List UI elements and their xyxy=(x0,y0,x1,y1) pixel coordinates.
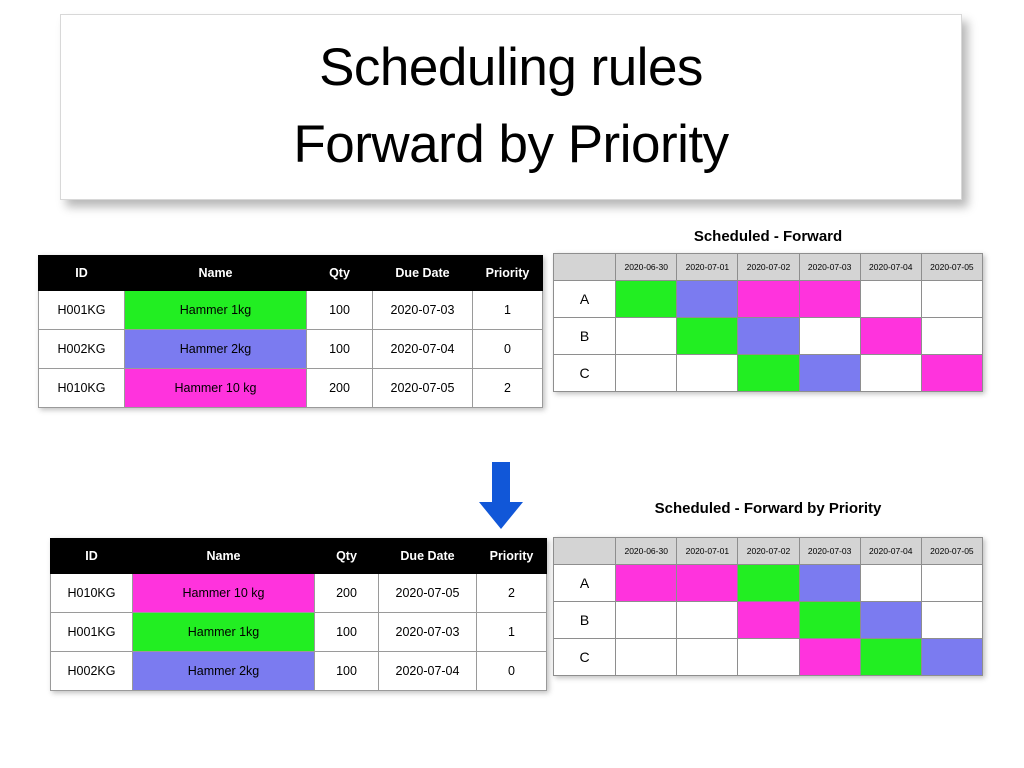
cell-due-date: 2020-07-05 xyxy=(373,369,473,408)
schedule-row xyxy=(554,565,983,602)
cell-id: H010KG xyxy=(39,369,125,408)
schedule-cell-filled xyxy=(677,281,738,318)
cell-qty: 100 xyxy=(315,613,379,652)
schedule-date-header: 2020-07-05 xyxy=(921,538,982,565)
schedule-date-header: 2020-07-04 xyxy=(860,538,921,565)
column-header: Qty xyxy=(315,539,379,574)
cell-name: Hammer 10 kg xyxy=(133,574,315,613)
table-row xyxy=(39,369,543,408)
cell-priority: 1 xyxy=(477,613,547,652)
schedule-bottom-title: Scheduled - Forward by Priority xyxy=(654,500,882,517)
cell-qty: 200 xyxy=(315,574,379,613)
table-row xyxy=(51,652,547,691)
column-header: Priority xyxy=(477,539,547,574)
schedule-row-label: B xyxy=(554,318,616,355)
schedule-date-header: 2020-06-30 xyxy=(616,254,677,281)
schedule-date-header: 2020-07-05 xyxy=(921,254,982,281)
cell-qty: 100 xyxy=(307,330,373,369)
cell-id: H002KG xyxy=(51,652,133,691)
schedule-cell-empty xyxy=(921,602,982,639)
cell-id: H002KG xyxy=(39,330,125,369)
cell-priority: 0 xyxy=(477,652,547,691)
schedule-cell-filled xyxy=(738,602,799,639)
schedule-cell-empty xyxy=(738,639,799,676)
column-header: Due Date xyxy=(373,256,473,291)
column-header: ID xyxy=(39,256,125,291)
schedule-cell-filled xyxy=(921,355,982,392)
cell-priority: 2 xyxy=(477,574,547,613)
cell-name: Hammer 1kg xyxy=(125,291,307,330)
schedule-row xyxy=(554,355,983,392)
cell-priority: 0 xyxy=(473,330,543,369)
schedule-cell-filled xyxy=(860,318,921,355)
cell-due-date: 2020-07-03 xyxy=(373,291,473,330)
cell-due-date: 2020-07-04 xyxy=(379,652,477,691)
schedule-row-label: C xyxy=(554,355,616,392)
schedule-cell-empty xyxy=(921,281,982,318)
schedule-cell-empty xyxy=(616,318,677,355)
schedule-cell-filled xyxy=(799,355,860,392)
cell-name: Hammer 1kg xyxy=(133,613,315,652)
cell-name: Hammer 2kg xyxy=(125,330,307,369)
schedule-cell-empty xyxy=(860,355,921,392)
schedule-cell-filled xyxy=(616,565,677,602)
cell-priority: 1 xyxy=(473,291,543,330)
schedule-date-header: 2020-07-01 xyxy=(677,254,738,281)
schedule-date-header: 2020-07-04 xyxy=(860,254,921,281)
schedule-cell-filled xyxy=(860,639,921,676)
schedule-date-header: 2020-07-02 xyxy=(738,538,799,565)
column-header: Name xyxy=(133,539,315,574)
schedule-row xyxy=(554,281,983,318)
down-arrow-icon xyxy=(478,462,524,530)
table-header-row xyxy=(51,539,547,574)
schedule-cell-empty xyxy=(860,565,921,602)
schedule-cell-empty xyxy=(616,639,677,676)
column-header: Due Date xyxy=(379,539,477,574)
schedule-cell-filled xyxy=(738,281,799,318)
table-body xyxy=(51,574,547,691)
cell-priority: 2 xyxy=(473,369,543,408)
column-header: Name xyxy=(125,256,307,291)
schedule-row xyxy=(554,318,983,355)
schedule-cell-empty xyxy=(677,639,738,676)
cell-name: Hammer 10 kg xyxy=(125,369,307,408)
page-title-line-1: Scheduling rules xyxy=(319,38,703,98)
schedule-cell-filled xyxy=(738,565,799,602)
cell-qty: 100 xyxy=(307,291,373,330)
schedule-cell-filled xyxy=(738,355,799,392)
cell-due-date: 2020-07-05 xyxy=(379,574,477,613)
schedule-cell-empty xyxy=(616,355,677,392)
schedule-cell-empty xyxy=(616,602,677,639)
job-table-sorted-by-priority xyxy=(50,538,547,691)
schedule-date-header: 2020-07-02 xyxy=(738,254,799,281)
cell-id: H001KG xyxy=(39,291,125,330)
schedule-cell-empty xyxy=(677,602,738,639)
cell-qty: 100 xyxy=(315,652,379,691)
cell-name: Hammer 2kg xyxy=(133,652,315,691)
table-row xyxy=(39,291,543,330)
schedule-corner-cell xyxy=(554,538,616,565)
schedule-cell-filled xyxy=(860,602,921,639)
table-header-row xyxy=(39,256,543,291)
cell-due-date: 2020-07-03 xyxy=(379,613,477,652)
schedule-cell-empty xyxy=(860,281,921,318)
cell-id: H010KG xyxy=(51,574,133,613)
schedule-date-header: 2020-07-03 xyxy=(799,538,860,565)
schedule-date-header: 2020-07-01 xyxy=(677,538,738,565)
table-row xyxy=(51,574,547,613)
schedule-body xyxy=(554,281,983,392)
schedule-row xyxy=(554,602,983,639)
job-table-unsorted xyxy=(38,255,543,408)
title-card xyxy=(60,14,962,200)
page-title-line-2: Forward by Priority xyxy=(293,115,729,174)
schedule-cell-filled xyxy=(799,565,860,602)
cell-qty: 200 xyxy=(307,369,373,408)
schedule-row-label: B xyxy=(554,602,616,639)
schedule-cell-filled xyxy=(921,639,982,676)
schedule-cell-filled xyxy=(799,639,860,676)
schedule-cell-filled xyxy=(677,565,738,602)
schedule-cell-empty xyxy=(677,355,738,392)
schedule-header-row xyxy=(554,254,983,281)
column-header: Qty xyxy=(307,256,373,291)
cell-due-date: 2020-07-04 xyxy=(373,330,473,369)
schedule-row-label: A xyxy=(554,565,616,602)
schedule-row xyxy=(554,639,983,676)
schedule-row-label: C xyxy=(554,639,616,676)
schedule-cell-filled xyxy=(799,281,860,318)
schedule-cell-empty xyxy=(921,318,982,355)
cell-id: H001KG xyxy=(51,613,133,652)
column-header: ID xyxy=(51,539,133,574)
table-row xyxy=(39,330,543,369)
column-header: Priority xyxy=(473,256,543,291)
schedule-cell-empty xyxy=(799,318,860,355)
schedule-body xyxy=(554,565,983,676)
schedule-date-header: 2020-06-30 xyxy=(616,538,677,565)
schedule-cell-filled xyxy=(799,602,860,639)
table-body xyxy=(39,291,543,408)
table-row xyxy=(51,613,547,652)
schedule-row-label: A xyxy=(554,281,616,318)
schedule-cell-filled xyxy=(738,318,799,355)
schedule-grid-forward xyxy=(553,253,983,392)
schedule-cell-filled xyxy=(677,318,738,355)
schedule-top-title: Scheduled - Forward xyxy=(693,228,843,245)
schedule-cell-filled xyxy=(616,281,677,318)
schedule-header-row xyxy=(554,538,983,565)
schedule-corner-cell xyxy=(554,254,616,281)
schedule-date-header: 2020-07-03 xyxy=(799,254,860,281)
schedule-grid-forward-by-priority xyxy=(553,537,983,676)
schedule-cell-empty xyxy=(921,565,982,602)
